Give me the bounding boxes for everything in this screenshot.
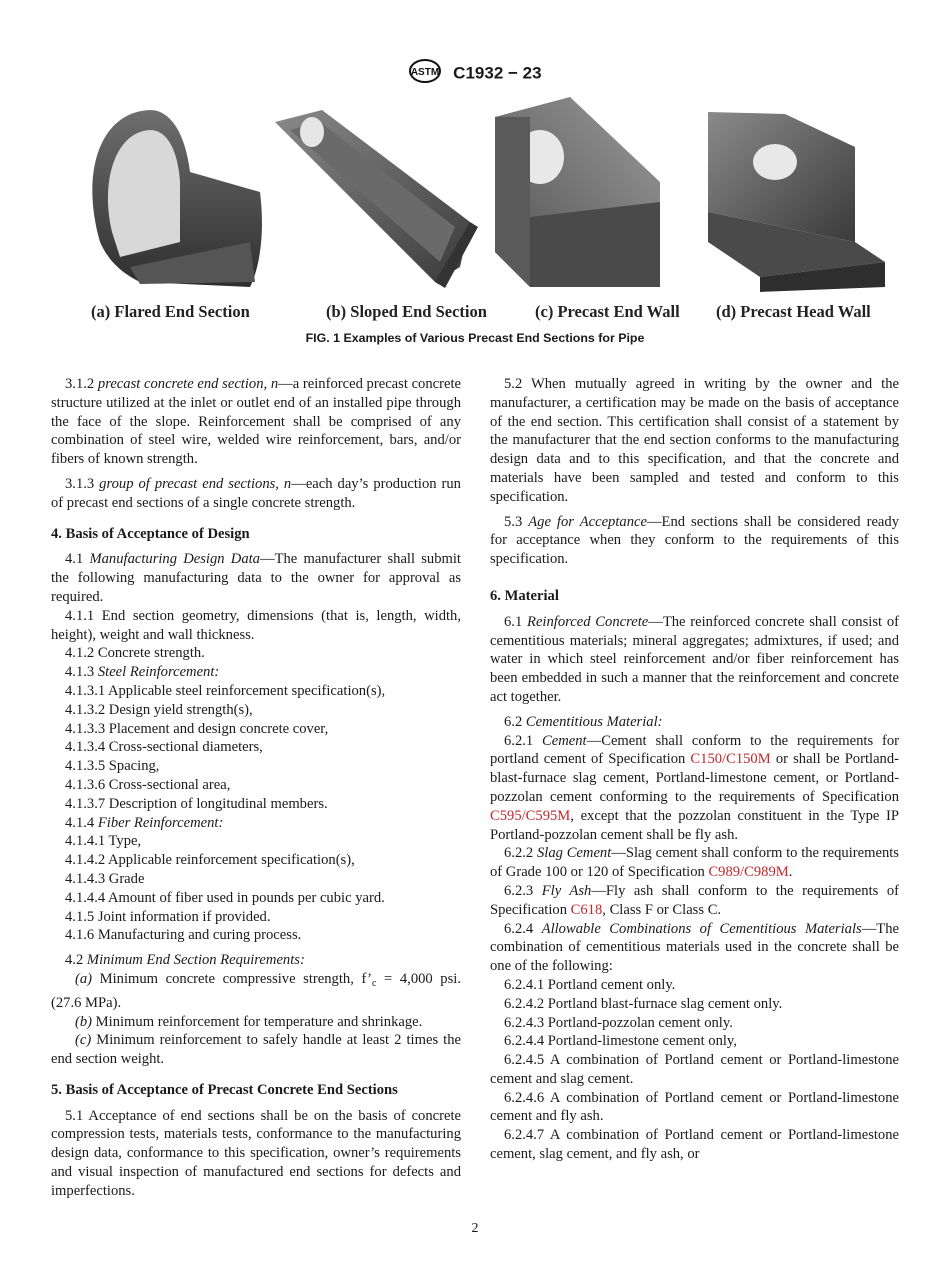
heading-section-4: 4. Basis of Acceptance of Design [51, 525, 250, 542]
figure-labels [60, 302, 890, 326]
list-item: 4.1.3.7 Description of longitudinal members. [65, 795, 328, 812]
sloped-end-section-image [275, 110, 478, 288]
ref-link-c595[interactable]: C595/C595M [490, 807, 571, 824]
list-item: 6.2.4.4 Portland-limestone cement only, [504, 1033, 737, 1050]
left-column [51, 375, 461, 1207]
section-5-2: 5.2 When mutually agreed in writing by the owner and the manufacturer, a certification may be made on the basis of acceptance of the end section. This certification shall consist of a statement by the manufacturer that the end section conforms to the manufacturing design data and to this specification, and that the concrete and materials have been sampled and tested and conform to this specification. [490, 376, 899, 505]
precast-end-wall-image [495, 97, 660, 287]
section-6-2-1: 6.2.1 Cement—Cement shall conform to the requirements for portland cement of Specification C150/C150M or shall be Portland-blast-furnace slag cement, Portland-limestone cement, or Portland-pozzolan cement conforming to the requirements of Specification C595/C595M, except that the pozzolan constituent in the Type IP Portland-pozzolan cement shall be fly ash. [490, 732, 900, 843]
astm-logo-icon [408, 58, 442, 89]
section-4-1-2: 4.1.2 Concrete strength. [65, 645, 205, 662]
list-item: 6.2.4.3 Portland-pozzolan cement only. [504, 1014, 733, 1031]
list-item: 4.1.3.3 Placement and design concrete cover, [65, 720, 329, 737]
designation: C1932 − 23 [453, 63, 542, 83]
section-6-2-4-6: 6.2.4.6 A combination of Portland cement or Portland-limestone cement and fly ash. [490, 1089, 899, 1125]
figure-illustrations [60, 92, 890, 302]
section-4-2-b: (b) Minimum reinforcement for temperature and shrinkage. [75, 1013, 423, 1030]
list-item: 4.1.3.4 Cross-sectional diameters, [65, 739, 263, 756]
list-item: 4.1.6 Manufacturing and curing process. [65, 927, 302, 944]
list-item: 4.1.3.6 Cross-sectional area, [65, 776, 231, 793]
figure-label-b: (b) Sloped End Section [326, 302, 487, 321]
section-6-2-2: 6.2.2 Slag Cement—Slag cement shall conform to the requirements of Grade 100 or 120 of Specification C989/C989M. [490, 845, 899, 881]
section-4-1-1: 4.1.1 End section geometry, dimensions (that is, length, width, height), weight and wall thickness. [51, 607, 461, 643]
section-4-2: 4.2 Minimum End Section Requirements: [65, 952, 305, 969]
section-3-1-3: 3.1.3 group of precast end sections, n—each day’s production run of precast end sections of a single concrete strength. [51, 475, 461, 511]
section-6-2-4-7: 6.2.4.7 A combination of Portland cement or Portland-limestone cement, slag cement, and fly ash, or [490, 1127, 899, 1163]
svg-text:ASTM: ASTM [411, 67, 440, 78]
section-6-1: 6.1 Reinforced Concrete—The reinforced concrete shall consist of cementitious materials; mineral aggregates; admixtures, if used; and water in which steel reinforcement and/or fiber reinforcement has been embedded in such a manner that the reinforcement and concrete act together. [490, 613, 899, 705]
section-3-1-2: 3.1.2 precast concrete end section, n—a reinforced precast concrete structure utilized at the inlet or outlet end of an installed pipe through the face of the slope. Reinforcement shall be comprised of any combination of steel wire, welded wire reinforcement, bars, and/or fibers of known strength. [51, 376, 461, 468]
precast-head-wall-image [708, 112, 885, 292]
section-6-2-3: 6.2.3 Fly Ash—Fly ash shall conform to the requirements of Specification C618, Class F or Class C. [490, 882, 899, 918]
list-item: 4.1.5 Joint information if provided. [65, 908, 271, 925]
figure-caption: FIG. 1 Examples of Various Precast End Sections for Pipe [305, 331, 645, 345]
figure-label-a: (a) Flared End Section [91, 302, 250, 321]
list-item: 4.1.4.3 Grade [65, 870, 145, 887]
figure-label-d: (d) Precast Head Wall [716, 302, 871, 321]
section-4-2-c: (c) Minimum reinforcement to safely handle at least 2 times the end section weight. [51, 1032, 461, 1068]
ref-link-c618[interactable]: C618 [570, 901, 603, 918]
section-4-2-a: (a) Minimum concrete compressive strength, $f’_c = 4,000$ psi. (27.6 MPa). [51, 970, 461, 1011]
ref-link-c989[interactable]: C989/C989M [708, 864, 789, 881]
section-4-1: 4.1 Manufacturing Design Data—The manufacturer shall submit the following manufacturing data to the owner for approval as required. [51, 551, 461, 605]
flared-end-section-image [92, 110, 262, 287]
section-6-2: 6.2 Cementitious Material: [504, 713, 663, 730]
section-5-1: 5.1 Acceptance of end sections shall be on the basis of concrete compression tests, materials tests, conformance to the manufacturing design data, conformance to this specification, owner’s requirements and visual inspection of manufactured end sections for defects and imperfections. [51, 1107, 461, 1199]
heading-section-6: 6. Material [490, 587, 559, 604]
ref-link-c150[interactable]: C150/C150M [690, 751, 771, 768]
list-item: 4.1.4.1 Type, [65, 833, 142, 850]
list-item: 4.1.3.1 Applicable steel reinforcement specification(s), [65, 682, 386, 699]
list-item: 4.1.3.2 Design yield strength(s), [65, 701, 253, 718]
figure-label-c: (c) Precast End Wall [535, 302, 680, 321]
section-4-1-3: 4.1.3 Steel Reinforcement: [65, 664, 220, 681]
section-4-1-4: 4.1.4 Fiber Reinforcement: [65, 814, 224, 831]
list-item: 6.2.4.2 Portland blast-furnace slag cement only. [504, 995, 783, 1012]
section-6-2-4-5: 6.2.4.5 A combination of Portland cement or Portland-limestone cement and slag cement. [490, 1052, 899, 1087]
page-number: 2 [471, 1221, 479, 1236]
section-5-3: 5.3 Age for Acceptance—End sections shall be considered ready for acceptance when they conform to the requirements of this specification. [490, 513, 900, 568]
list-item: 4.1.4.4 Amount of fiber used in pounds per cubic yard. [65, 889, 385, 906]
page-header [0, 58, 950, 89]
section-6-2-4: 6.2.4 Allowable Combinations of Cementitious Materials—The combination of cementitious materials used in the concrete shall be one of the following: [490, 920, 899, 975]
right-column [490, 375, 899, 1164]
heading-section-5: 5. Basis of Acceptance of Precast Concrete End Sections [51, 1081, 398, 1098]
list-item: 6.2.4.1 Portland cement only. [504, 976, 676, 993]
list-item: 4.1.3.5 Spacing, [65, 758, 160, 775]
list-item: 4.1.4.2 Applicable reinforcement specification(s), [65, 852, 355, 869]
